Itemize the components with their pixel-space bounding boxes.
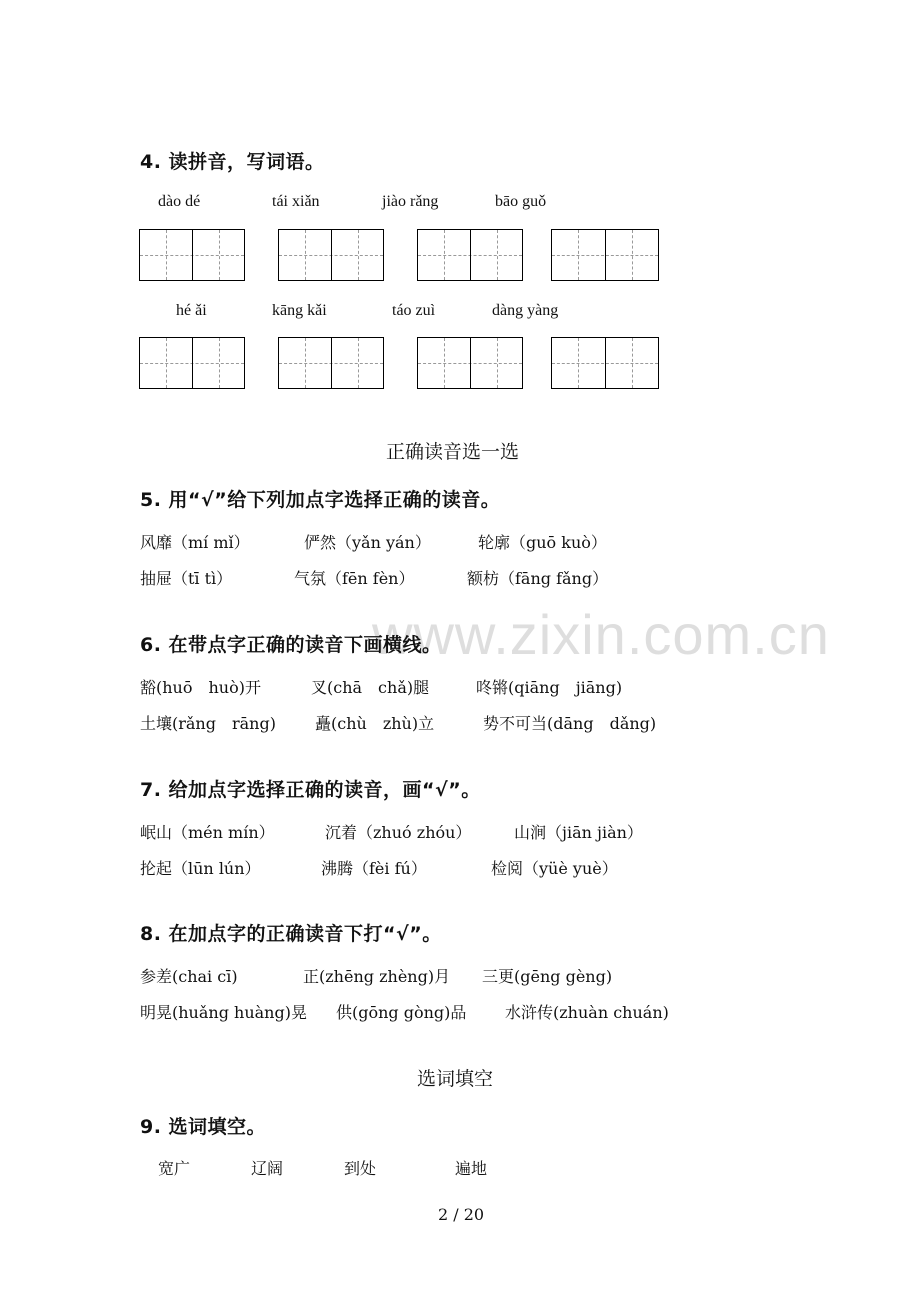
word-option: 遍地 xyxy=(455,1159,488,1178)
section-heading: 选词填空 xyxy=(417,1068,494,1090)
word-option: 辽阔 xyxy=(251,1159,284,1178)
question-5-title: 5. 用“√”给下列加点字选择正确的读音。 xyxy=(140,489,501,511)
pinyin-label: kāng kǎi xyxy=(272,302,327,319)
page-number: 2 / 20 xyxy=(438,1205,485,1224)
pinyin-choice: 供(gōng gòng)品 xyxy=(336,1003,467,1022)
pinyin-label: dàng yàng xyxy=(492,302,559,319)
writing-box[interactable] xyxy=(551,229,659,281)
pinyin-choice: 山涧（jiān jiàn） xyxy=(514,823,643,842)
pinyin-label: hé ǎi xyxy=(176,302,207,319)
question-7-title: 7. 给加点字选择正确的读音，画“√”。 xyxy=(140,779,481,801)
pinyin-choice: 矗(chù zhù)立 xyxy=(315,714,435,733)
pinyin-choice: 俨然（yǎn yán） xyxy=(304,533,431,552)
pinyin-choice: 气氛（fēn fèn） xyxy=(294,569,415,588)
pinyin-choice: 水浒传(zhuàn chuán) xyxy=(505,1003,669,1022)
question-9-title: 9. 选词填空。 xyxy=(140,1116,267,1138)
writing-box[interactable] xyxy=(417,337,523,389)
section-heading: 正确读音选一选 xyxy=(386,441,520,463)
writing-box[interactable] xyxy=(139,337,245,389)
pinyin-choice: 势不可当(dāng dǎng) xyxy=(483,714,657,733)
question-4-title: 4. 读拼音，写词语。 xyxy=(140,151,325,173)
pinyin-choice: 参差(chai cī) xyxy=(140,967,238,986)
writing-box[interactable] xyxy=(417,229,523,281)
pinyin-choice: 岷山（mén mín） xyxy=(140,823,275,842)
pinyin-choice: 抽屉（tī tì） xyxy=(140,569,233,588)
pinyin-choice: 轮廓（guō kuò） xyxy=(478,533,607,552)
pinyin-choice: 沉着（zhuó zhóu） xyxy=(325,823,472,842)
writing-box[interactable] xyxy=(278,229,384,281)
pinyin-choice: 豁(huō huò)开 xyxy=(140,678,261,697)
pinyin-label: jiào rǎng xyxy=(382,193,439,210)
pinyin-choice: 土壤(rǎng rāng) xyxy=(140,714,276,733)
question-6-title: 6. 在带点字正确的读音下画横线。 xyxy=(140,634,442,656)
pinyin-choice: 三更(gēng gèng) xyxy=(482,967,613,986)
pinyin-choice: 风靡（mí mǐ） xyxy=(140,533,250,552)
pinyin-choice: 抡起（lūn lún） xyxy=(140,859,261,878)
pinyin-label: tái xiǎn xyxy=(272,193,320,210)
pinyin-choice: 叉(chā chǎ)腿 xyxy=(311,678,430,697)
writing-box[interactable] xyxy=(551,337,659,389)
pinyin-label: dào dé xyxy=(158,193,201,210)
pinyin-label: táo zuì xyxy=(392,302,436,319)
pinyin-choice: 咚锵(qiāng jiāng) xyxy=(476,678,623,697)
pinyin-choice: 明晃(huǎng huàng)晃 xyxy=(140,1003,307,1022)
pinyin-choice: 额枋（fāng fǎng） xyxy=(467,569,609,588)
pinyin-label: bāo guǒ xyxy=(495,193,547,210)
word-option: 到处 xyxy=(344,1159,377,1178)
pinyin-choice: 正(zhēng zhèng)月 xyxy=(303,967,451,986)
word-option: 宽广 xyxy=(158,1159,191,1178)
writing-box[interactable] xyxy=(278,337,384,389)
question-8-title: 8. 在加点字的正确读音下打“√”。 xyxy=(140,923,442,945)
pinyin-choice: 检阅（yüè yuè） xyxy=(491,859,618,878)
watermark: www.zixin.com.cn xyxy=(372,603,830,666)
writing-box[interactable] xyxy=(139,229,245,281)
pinyin-choice: 沸腾（fèi fú） xyxy=(321,859,427,878)
